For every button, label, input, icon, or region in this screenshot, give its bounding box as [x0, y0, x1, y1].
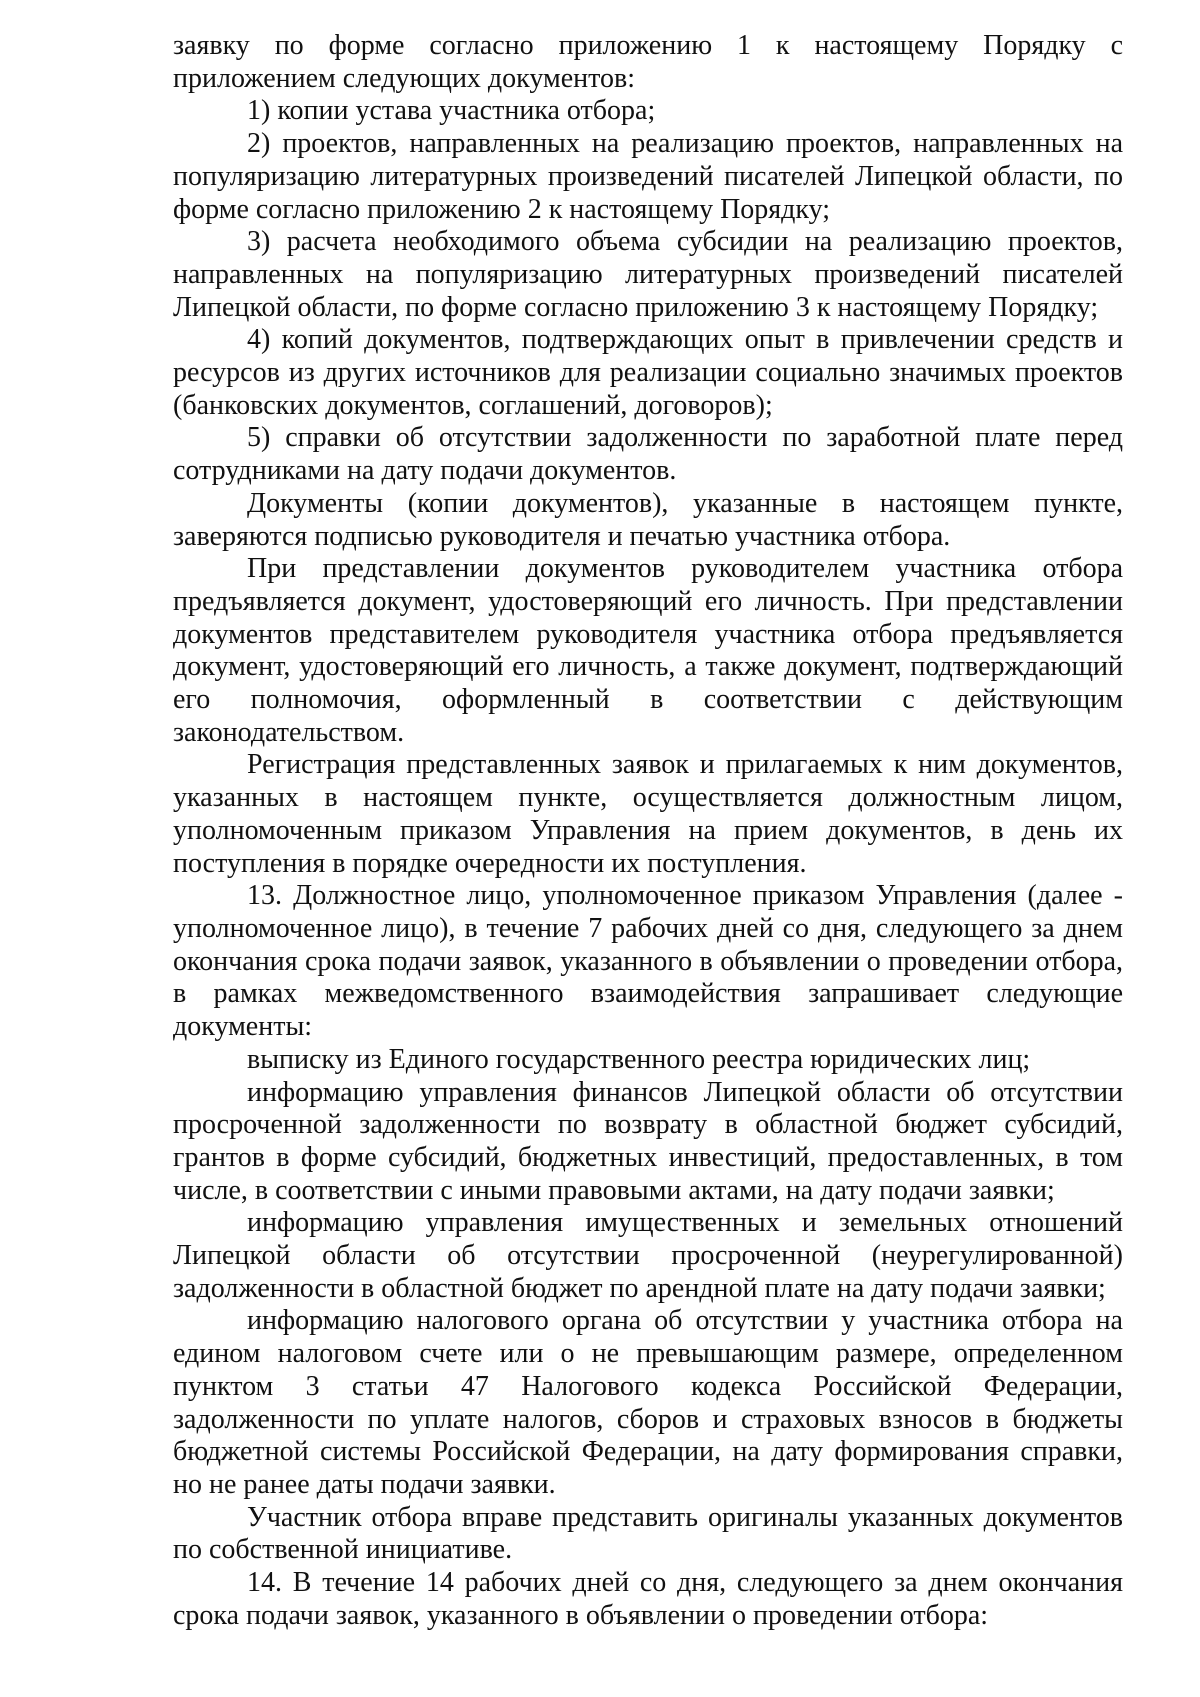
paragraph-item-2-projects: 2) проектов, направленных на реализацию проектов, направленных на популяризацию литературных произведений писателей Липецкой области, по форме согласно приложению 2 к настоящему Порядку; — [173, 128, 1123, 225]
document-body — [173, 30, 1123, 1632]
paragraph-item-5-salary: 5) справки об отсутствии задолженности по заработной плате перед сотрудниками на дату подачи документов. — [173, 422, 1123, 487]
paragraph-tax-info: информацию налогового органа об отсутствии у участника отбора на едином налоговом счете или о не превышающим размере, определенном пунктом 3 статьи 47 Налогового кодекса Российской Федерации, задолженности по уплате налогов, сборов и страховых взносов в бюджеты бюджетной системы Российской Федерации, на дату формирования справки, но не ранее даты подачи заявки. — [173, 1305, 1123, 1500]
paragraph-originals: Участник отбора вправе представить оригиналы указанных документов по собственной инициативе. — [173, 1501, 1123, 1566]
paragraph-egrul-extract: выписку из Единого государственного реестра юридических лиц; — [247, 1043, 1031, 1075]
paragraph-section-13: 13. Должностное лицо, уполномоченное приказом Управления (далее - уполномоченное лицо), в течение 7 рабочих дней со дня, следующего за днем окончания срока подачи заявок, указанного в объявлении о проведении отбора, в рамках межведомственного взаимодействия запрашивает следующие документы: — [173, 880, 1123, 1043]
paragraph-property-info: информацию управления имущественных и земельных отношений Липецкой области об отсутствии просроченной (неурегулированной) задолженности в областной бюджет по арендной плате на дату подачи заявки; — [173, 1207, 1123, 1304]
paragraph-item-3-calculation: 3) расчета необходимого объема субсидии на реализацию проектов, направленных на популяризацию литературных произведений писателей Липецкой области, по форме согласно приложению 3 к настоящему Порядку; — [173, 226, 1123, 323]
paragraph-registration: Регистрация представленных заявок и прилагаемых к ним документов, указанных в настоящем пункте, осуществляется должностным лицом, уполномоченным приказом Управления на прием документов, в день их поступления в порядке очередности их поступления. — [173, 749, 1123, 879]
paragraph-item-1-charter: 1) копии устава участника отбора; — [247, 95, 656, 127]
paragraph-application-intro: заявку по форме согласно приложению 1 к настоящему Порядку с приложением следующих документов: — [173, 30, 1123, 94]
paragraph-identity: При представлении документов руководителем участника отбора предъявляется документ, удостоверяющий его личность. При представлении документов представителем руководителя участника отбора предъявляется документ, удостоверяющий его личность, а также документ, подтверждающий его полномочия, оформленный в соответствии с действующим законодательством. — [173, 553, 1123, 748]
paragraph-documents-certification: Документы (копии документов), указанные в настоящем пункте, заверяются подписью руководителя и печатью участника отбора. — [173, 487, 1123, 552]
paragraph-item-4-experience: 4) копий документов, подтверждающих опыт в привлечении средств и ресурсов из других источников для реализации социально значимых проектов (банковских документов, соглашений, договоров); — [173, 324, 1123, 421]
paragraph-finance-info: информацию управления финансов Липецкой области об отсутствии просроченной задолженности по возврату в областной бюджет субсидий, грантов в форме субсидий, бюджетных инвестиций, предоставленных, в том числе, в соответствии с иными правовыми актами, на дату подачи заявки; — [173, 1076, 1123, 1206]
paragraph-section-14: 14. В течение 14 рабочих дней со дня, следующего за днем окончания срока подачи заявок, указанного в объявлении о проведении отбора: — [173, 1567, 1123, 1631]
